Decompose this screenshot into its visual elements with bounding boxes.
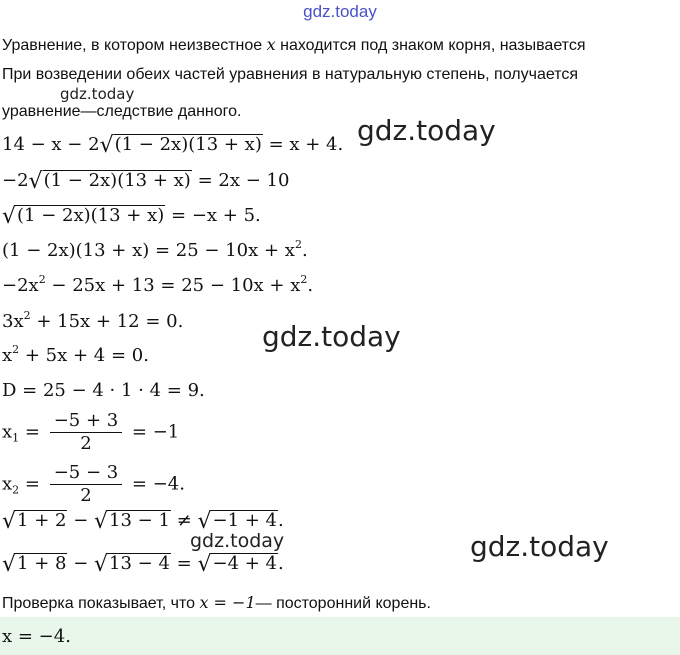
step-6-b: + 15x + 12 = 0. xyxy=(30,311,184,332)
check-before: Проверка показывает, что xyxy=(2,595,200,612)
x2-var: x xyxy=(2,473,13,495)
denominator: 2 xyxy=(80,485,92,506)
intro-line-1-after: находится под знаком корня, называется xyxy=(275,37,586,54)
sqrt: √(1 − 2x)(13 + x) xyxy=(99,133,262,158)
step-1-left: 14 − x − 2 xyxy=(2,134,100,155)
intro-line-1-before: Уравнение, в котором неизвестное xyxy=(2,37,267,54)
watermark: gdz.today xyxy=(190,530,285,552)
x2-result: = −4. xyxy=(126,473,185,495)
step-5-end: . xyxy=(307,275,314,296)
root-x1 xyxy=(2,410,179,455)
intro-line-1 xyxy=(2,34,586,56)
numerator: −5 − 3 xyxy=(50,462,123,485)
equals: = xyxy=(19,421,46,443)
radicand: 1 + 8 xyxy=(17,553,67,574)
exponent: 2 xyxy=(38,273,46,286)
watermark: gdz.today xyxy=(60,85,135,103)
step-6 xyxy=(2,311,183,333)
step-5-a: −2x xyxy=(2,275,39,296)
equals: = xyxy=(19,473,46,495)
denominator: 2 xyxy=(80,433,92,454)
x1-var: x xyxy=(2,421,13,443)
header-watermark: gdz.today xyxy=(303,2,377,21)
numerator: −5 + 3 xyxy=(50,410,123,433)
period: . xyxy=(278,553,284,574)
step-6-a: 3x xyxy=(2,311,24,332)
radicand: 13 − 1 xyxy=(109,510,170,531)
step-3-right: = −x + 5. xyxy=(165,205,261,226)
watermark: gdz.today xyxy=(262,320,401,353)
sqrt: √(1 − 2x)(13 + x) xyxy=(2,204,165,229)
intro-line-3: уравнение—следствие данного. xyxy=(2,103,242,120)
fraction xyxy=(50,410,123,455)
root-x2 xyxy=(2,462,185,507)
step-7 xyxy=(2,345,149,367)
check-after: — посторонний корень. xyxy=(255,595,431,612)
check-x1 xyxy=(2,510,284,532)
minus: − xyxy=(67,510,94,531)
intro-variable: x xyxy=(266,35,276,54)
radicand: (1 − 2x)(13 + x) xyxy=(17,205,165,226)
step-7-b: + 5x + 4 = 0. xyxy=(19,345,149,366)
sqrt: √(1 − 2x)(13 + x) xyxy=(28,169,191,194)
step-7-a: x xyxy=(2,345,13,366)
radicand: −4 + 4 xyxy=(212,553,277,574)
discriminant: D = 25 − 4 · 1 · 4 = 9. xyxy=(2,380,205,401)
radicand: 13 − 4 xyxy=(109,553,170,574)
radicand: (1 − 2x)(13 + x) xyxy=(43,170,191,191)
step-2 xyxy=(2,170,289,192)
sqrt: √1 + 8 xyxy=(2,552,67,577)
subscript: 1 xyxy=(12,431,20,445)
sqrt: √−1 + 4 xyxy=(197,509,277,534)
sqrt: √−4 + 4 xyxy=(197,552,277,577)
sqrt: √1 + 2 xyxy=(2,509,67,534)
check-x2 xyxy=(2,553,284,575)
period: . xyxy=(278,510,284,531)
x1-result: = −1 xyxy=(126,421,180,443)
step-5-b: − 25x + 13 = 25 − 10x + x xyxy=(45,275,301,296)
sqrt: √13 − 4 xyxy=(94,552,170,577)
radicand: −1 + 4 xyxy=(212,510,277,531)
equals: = xyxy=(170,553,198,574)
watermark: gdz.today xyxy=(470,530,609,563)
radicand: 1 + 2 xyxy=(17,510,67,531)
answer: x = −4. xyxy=(2,626,71,647)
watermark: gdz.today xyxy=(357,114,496,147)
step-4-left: (1 − 2x)(13 + x) = 25 − 10x + x xyxy=(2,240,295,261)
check-sentence xyxy=(2,592,431,614)
step-1 xyxy=(2,134,343,156)
minus: − xyxy=(67,553,94,574)
step-5 xyxy=(2,275,313,297)
step-2-right: = 2x − 10 xyxy=(191,170,290,191)
step-3 xyxy=(2,205,261,227)
radicand: (1 − 2x)(13 + x) xyxy=(114,134,262,155)
exponent: 2 xyxy=(294,238,302,251)
sqrt: √13 − 1 xyxy=(94,509,170,534)
step-2-left: −2 xyxy=(2,170,29,191)
exponent: 2 xyxy=(12,343,20,356)
step-4-end: . xyxy=(301,240,308,261)
not-equal: ≠ xyxy=(170,510,198,531)
step-1-right: = x + 4. xyxy=(262,134,344,155)
intro-line-2: При возведении обеих частей уравнения в натуральную степень, получается xyxy=(2,66,579,83)
check-expression: x = −1 xyxy=(199,593,256,612)
exponent: 2 xyxy=(300,273,308,286)
step-4 xyxy=(2,240,308,262)
subscript: 2 xyxy=(12,483,20,497)
exponent: 2 xyxy=(23,309,31,322)
fraction xyxy=(50,462,123,507)
answer-box xyxy=(0,617,680,655)
